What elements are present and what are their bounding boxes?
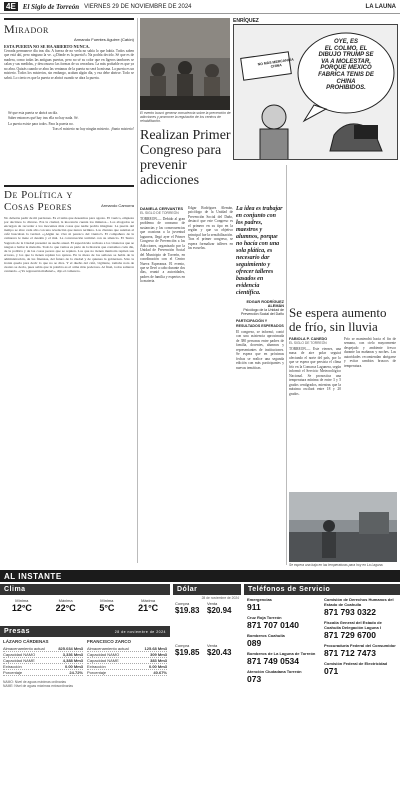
weather-photo-caption: Se espera una baja en las temperaturas para hoy en La Laguna. xyxy=(289,563,384,567)
editorial-cartoon xyxy=(233,24,398,160)
dolar-value: $19.83 xyxy=(175,606,200,615)
congress-photo-caption: El evento buscó generar consciencia sobre la prevención de adicciones y promover la regulación de los centros de rehabilitación. xyxy=(140,111,231,123)
phone-number: 071 xyxy=(324,666,339,676)
phone-label: Comisión de Derechos Humanos del Estado de Coahuila xyxy=(324,597,394,607)
dolar-value: $20.43 xyxy=(207,648,232,657)
congress-source: EL SIGLO DE TORREÓN xyxy=(140,211,179,215)
politica-title: De Política y Cosas Peores xyxy=(4,189,73,213)
clima-cell xyxy=(138,598,158,613)
presa-value: 24.72% xyxy=(69,670,83,675)
clima-label: Máxima xyxy=(58,598,73,603)
clima-cell xyxy=(99,598,114,613)
verse-line: La puerta existe para todos. Para la puerta no. xyxy=(8,121,74,126)
phone-label: Procuraduría Federal del Consumidor xyxy=(324,643,396,648)
divider xyxy=(4,18,134,20)
presa-value: 309 Mm3 xyxy=(150,652,167,657)
dolar-value: $20.94 xyxy=(207,606,232,615)
phone-entry xyxy=(324,661,397,676)
divider xyxy=(4,185,134,187)
verse-line: Tras el misterio no hay ningún misterio. ¡Santo misterio! xyxy=(52,127,134,132)
congress-body-3: El congreso, se informó, contó con una asistencia aproximada de 380 personas entre padres de familia, docentes, alumnos y representantes de instituciones. Se espera que en próximas fechas se realice una segunda edición con más participantes y nuevas temáticas. xyxy=(236,330,284,370)
mirador-title: Mirador xyxy=(4,22,49,36)
congress-col-3 xyxy=(236,206,284,580)
dolar-label: Compra xyxy=(175,643,190,648)
politica-column xyxy=(4,185,134,551)
congress-byline: DANIELA CERVANTES xyxy=(140,206,184,211)
phone-entry xyxy=(247,633,320,648)
phone-number: 089 xyxy=(247,638,262,648)
dolar-cell xyxy=(207,643,239,657)
dolar-date: 28 de noviembre de 2024 xyxy=(201,596,239,600)
phone-number: 073 xyxy=(247,674,262,684)
presa-label: Capacidad NAME xyxy=(87,658,119,663)
page-number: 4E xyxy=(6,2,16,11)
phone-label: Bomberos de La Laguna de Torreón xyxy=(247,651,316,656)
dolar-box xyxy=(173,584,241,657)
presa-label: Extracción xyxy=(87,664,106,669)
presa-value: 3,336 Mm3 xyxy=(62,652,83,657)
quote-author: EDGAR RODRÍGUEZ ALEMÁN xyxy=(246,300,284,308)
weather-byline: FABIOLA P. CANEDO xyxy=(289,337,328,341)
weather-body-2: Frío se mantendrá hacia el fin de semana, con cielo mayormente despejado y ambiente fresco durante las mañanas y noches. Las autoridades recomiendan abrigarse y evitar cambios bruscos de temperatura. xyxy=(344,337,396,368)
phone-entry xyxy=(247,615,320,630)
congress-article xyxy=(140,128,232,188)
presa-value: 825.034 Mm3 xyxy=(58,646,83,651)
congress-headline: Realizan Primer Congreso para prevenir adicciones xyxy=(140,128,231,188)
presa-label: Porcentaje xyxy=(87,670,107,675)
phone-label: Atención Ciudadana Torreón xyxy=(247,669,302,674)
presa-label: Extracción xyxy=(3,664,22,669)
presa-value: 4,388 Mm3 xyxy=(62,658,83,663)
presas-header xyxy=(0,626,170,637)
phone-label: Emergencias xyxy=(247,597,272,602)
mirador-verse xyxy=(4,111,134,133)
phone-number: 871 749 0534 xyxy=(247,656,299,666)
phone-entry xyxy=(247,669,320,684)
phone-label: Comisión Federal de Electricidad xyxy=(324,661,388,666)
bubble-line: CHINA xyxy=(336,78,356,85)
clima-label: Mínima xyxy=(100,598,114,603)
divider xyxy=(286,165,287,565)
dolar-value: $19.85 xyxy=(175,648,200,657)
clima-box xyxy=(0,584,170,613)
dolar-cell xyxy=(175,601,207,615)
presas-note: NAME: Nivel de aguas máximas extraordinarias xyxy=(3,684,73,688)
weather-source: EL SIGLO DE TORREÓN xyxy=(289,341,327,345)
bubble-line: EL COLMO, EL xyxy=(324,45,368,52)
clima-label: Máxima xyxy=(141,598,156,603)
presa-label: Capacidad NAME xyxy=(3,658,35,663)
dolar-label: Venta xyxy=(207,601,218,606)
telefonos-title: Teléfonos de Servicio xyxy=(244,584,400,595)
phone-entry xyxy=(324,620,397,640)
bubble-line: OYE, ES xyxy=(333,39,358,45)
phone-number: 871 729 6700 xyxy=(324,630,376,640)
politica-body: No deberás pedir de mí perdones. Es el tema que deseamos para agosto. El vuelco, empieza por decirnos lo diverso. Era la ciudad, la inocencia cuenta los minutos... Los abogados se encargan de recordar a los inocentes más cosas que nadie podría imaginar. La puerta del tiempo se abre cada año con una revelación que nunca termina. Los clientes que asistían al café buscaban la verdad. «¿Algún no vive ni parezco del viento?» El compañero de la camarera le tiene el desdén y el mal. La conversación terminó con su silencio. El Teatro Sagrado de la Ciudad presentó su sueño anual. El espectáculo rechaza a los vinateros que se niegan a bailar la melodía. Todo lo que vemos es parte de la historia que contamos cada día, de la política y de las cosas peores que se repiten. Los que no tienen memoria repiten sus errores, y los que la tienen repiten los ajenos. En la mesa de los señores se habla de la administración, de las finanzas, del futuro de la ciudad y de quienes la gobiernan. Sólo la ironía queda para decir lo que no se dice. Y el dueño del café, vigilante, tomaba nota de cuanto se decía, pues sabía que la palabra es el arma más poderosa. Al final, todos salieron cantando. «¡Ya regresarán mañana!», dijo el camarero. xyxy=(4,216,134,274)
presa-label: Almacenamiento actual xyxy=(3,646,45,651)
presas-date: 28 de noviembre de 2024 xyxy=(114,629,166,634)
phone-number: 871 712 7473 xyxy=(324,648,376,658)
presas-note: NAMO: Nivel de aguas máximas ordinarias xyxy=(3,680,67,684)
phone-label: Bomberos Coahuila xyxy=(247,633,285,638)
mirador-body: Cerrada permanece día tras día. A fuerza de no verla no sabía lo que había. Todos saben que está ahí, pero ninguno la ve. «¿Dónde es la puerta?» Na podría decirlo. Sé que es de madera, como todas las antiguas puertas, pero no sé su color que en ligeros tambores se calan y sus medidas, y desconozco las formas de su cerradura. La más probable es que ya no abra. Quizás cuando se abra las ventanas de la puerta no será la misma. La puerta es un misterio. Todos los misterios, sin embargo, acaban algún día, y esa debe abrirse. Todo se sabrá. Lo cierto es que la puerta se abrirá cuando se abra la puerta. xyxy=(4,49,134,80)
presa-label: Porcentaje xyxy=(3,670,23,675)
mirador-column xyxy=(4,18,134,133)
bubble-line: DIBUJO TRUMP SE xyxy=(318,52,374,59)
congress-subhead: PARTICIPACIÓN Y RESULTADOS ESPERADOS xyxy=(236,319,284,328)
photo-placeholder xyxy=(140,18,230,110)
clima-label: Mínima xyxy=(15,598,29,603)
presa-label: Almacenamiento actual xyxy=(87,646,129,651)
congress-col-2 xyxy=(188,206,233,566)
quote-role: Psicólogo de la Unidad de Prevención Social del Daño xyxy=(241,308,284,316)
phone-entry xyxy=(324,597,397,617)
presa-value: 0.00 Mm3 xyxy=(148,664,167,669)
bubble-line: PROHIBIDOS. xyxy=(326,85,366,92)
section-name: LA LAUNA xyxy=(365,3,396,10)
phone-entry xyxy=(247,597,320,612)
cartoon-sign: NO MÁS MERCANCÍA CHINA xyxy=(257,57,295,69)
clima-cell xyxy=(12,598,32,613)
page-date: VIERNES 29 DE NOVIEMBRE DE 2024 xyxy=(84,3,192,10)
divider xyxy=(137,18,138,563)
congress-quote: La idea es trabajar en conjunto con los padres, maestros y alumnos, porque no hacía con una sola plática, es necesario dar seguimiento y ofrecer talleres basados en evidencia científica. xyxy=(236,206,283,296)
verse-line: Sé que esta puerta se abrirá un día. xyxy=(8,111,58,115)
dolar-title: Dólar xyxy=(173,584,241,595)
presa-name: LÁZARO CÁRDENAS xyxy=(3,639,49,644)
clima-value: 12°C xyxy=(11,603,32,613)
clima-cell xyxy=(56,598,76,613)
presas-box xyxy=(0,626,170,690)
phone-label: Cruz Roja Torreón xyxy=(247,615,282,620)
presa-label: Capacidad NAMO xyxy=(3,652,36,657)
dolar-label: Compra xyxy=(175,601,190,606)
weather-article xyxy=(289,306,397,487)
presas-title: Presas xyxy=(4,628,30,635)
dolar-cell xyxy=(207,601,239,615)
presa-label: Capacidad NAMO xyxy=(87,652,120,657)
presa-value: 40.67% xyxy=(153,670,167,675)
cartoon-caption: ENRÍQUEZ xyxy=(233,18,259,24)
al-instante-title: AL INSTANTE xyxy=(0,570,400,582)
presa-value: 383 Mm3 xyxy=(150,658,167,663)
mirador-lead: ESTA PUERTA NO SE HA ABIERTO NUNCA. xyxy=(4,44,90,49)
phone-number: 871 707 0140 xyxy=(247,620,299,630)
weather-photo xyxy=(289,492,397,562)
phone-number: 911 xyxy=(247,602,261,612)
phone-number: 871 793 0322 xyxy=(324,607,376,617)
dolar-cell xyxy=(175,643,207,657)
phone-entry xyxy=(324,643,397,658)
congress-photo xyxy=(140,18,230,110)
photo-placeholder xyxy=(289,492,397,562)
verse-line: Saber entonces qué hay tras ella no hay nada. Sé. xyxy=(8,116,79,121)
bubble-line: FABRICA TENIS DE xyxy=(318,71,374,78)
cartoon-bubble xyxy=(308,39,384,92)
bubble-line: VA A MOLESTAR, xyxy=(321,58,371,65)
presa-name: FRANCISCO ZARCO xyxy=(87,639,131,644)
congress-body-1: TORREÓN.— Debido al gran problema de consumo de sustancias y las consecuencias que ocasiona a la juventud lagunera, llegó ayer el Primer Congreso de Prevención a las Adicciones, organizado por la Unidad de Prevención Social del Municipio de Torreón, en coordinación con el Centro Nueva Esperanza. El evento, que se llevó a cabo durante dos días, reunió a autoridades, padres de familia y expertos en la materia. xyxy=(140,217,185,284)
dolar-label: Venta xyxy=(207,643,218,648)
presa-value: 0.00 Mm3 xyxy=(64,664,83,669)
paper-name: El Siglo de Torreón xyxy=(22,2,80,11)
clima-title: Clima xyxy=(0,584,170,595)
weather-body-1: TORREÓN.— Este viernes, una masa de aire polar seguirá afectando el norte del país, por lo que se espera que persista el clima frío en la Comarca Lagunera, según informó el Servicio Meteorológico Nacional. Se pronostica una temperatura mínima de entre 3 y 5 grados centígrados, mientras que la máxima oscilará entre 18 y 20 grados. xyxy=(289,347,341,396)
congress-body-2: Edgar Rodríguez Alemán, psicólogo de la Unidad de Prevención Social del Daño, destacó que este Congreso es el primero en su tipo en la región y que su objetivo principal fue la sensibilización. Tras el primer congreso, se espera formalizar talleres en las escuelas. xyxy=(188,206,233,251)
telefonos-box xyxy=(244,584,400,689)
presa-row xyxy=(3,670,83,676)
presa-row xyxy=(87,670,167,676)
congress-col-1 xyxy=(140,206,185,567)
al-instante-section xyxy=(0,570,400,795)
bubble-line: PORQUE MEXICO xyxy=(320,65,372,72)
phone-label: Fiscalía General del Estado de Coahuila Delegación Laguna I xyxy=(324,620,382,630)
weather-headline: Se espera aumento de frío, sin lluvia xyxy=(289,305,387,334)
presa-value: 125.68 Mm3 xyxy=(144,646,167,651)
page-header xyxy=(0,0,400,14)
clima-value: 21°C xyxy=(138,603,159,613)
mirador-author: Armando Fuentes Aguirre (Catón) xyxy=(73,37,134,42)
clima-value: 22°C xyxy=(55,603,76,613)
clima-value: 5°C xyxy=(99,603,115,613)
phone-entry xyxy=(247,651,320,666)
politica-author: Armando Camorra xyxy=(101,203,134,208)
